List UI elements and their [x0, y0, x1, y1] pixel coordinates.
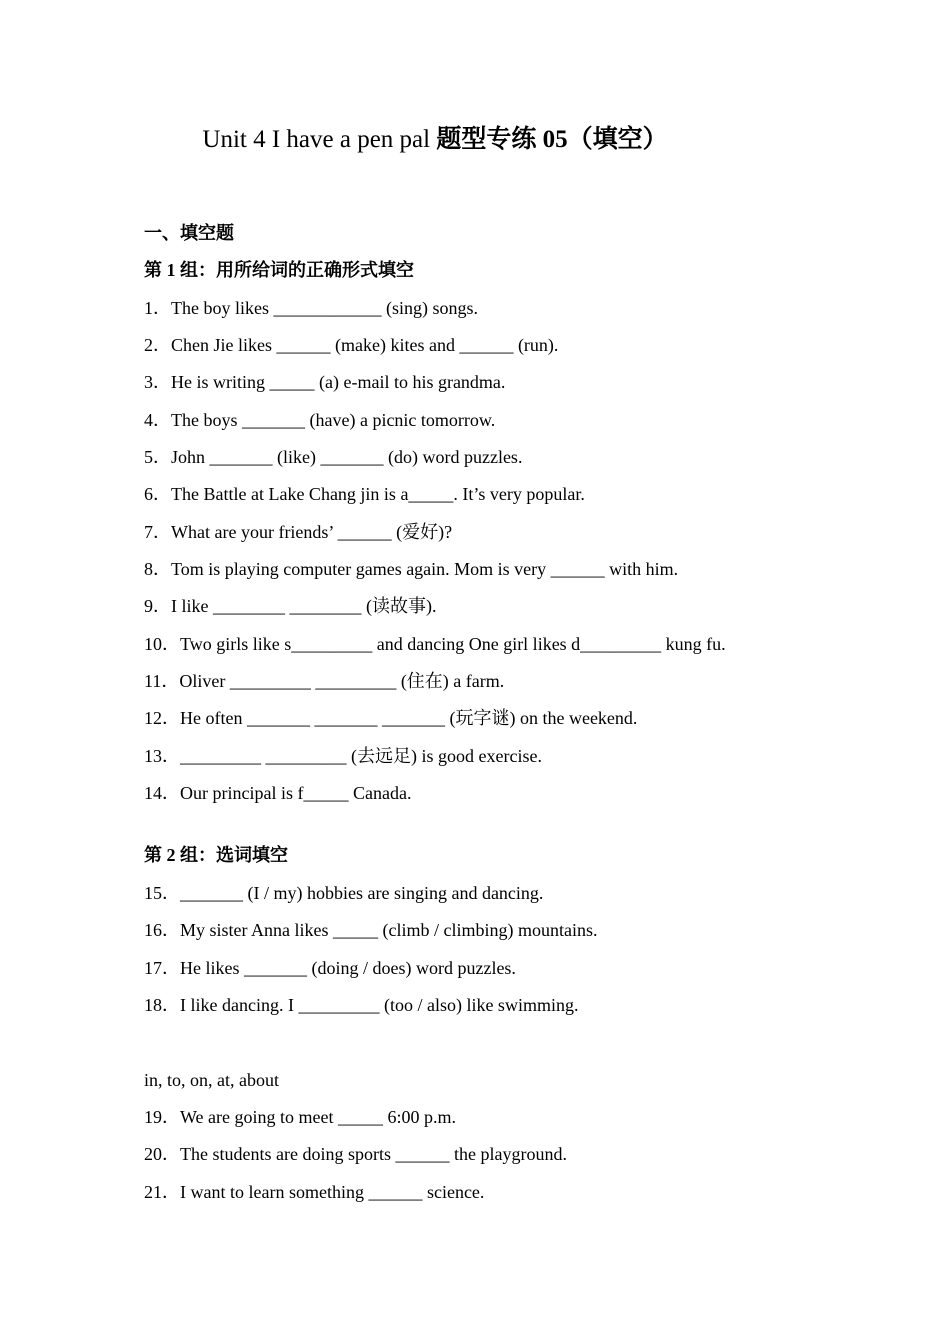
question-3: 3．He is writing _____ (a) e-mail to his grandma.: [144, 372, 506, 392]
question-17: 17．He likes _______ (doing / does) word puzzles.: [144, 958, 516, 978]
group1-heading: 第 1 组：用所给词的正确形式填空: [144, 260, 414, 280]
question-19: 19．We are going to meet _____ 6:00 p.m.: [144, 1107, 456, 1127]
title-chinese: 题型专练 05（填空）: [436, 126, 668, 153]
question-20: 20．The students are doing sports ______ the playground.: [144, 1144, 567, 1164]
section-heading: 一、填空题: [144, 223, 234, 243]
question-14: 14．Our principal is f_____ Canada.: [144, 783, 412, 803]
question-15: 15．_______ (I / my) hobbies are singing and dancing.: [144, 883, 544, 903]
question-12: 12．He often _______ _______ _______ (玩字谜) on the weekend.: [144, 708, 638, 728]
question-7: 7．What are your friends’ ______ (爱好)?: [144, 522, 453, 542]
question-11: 11．Oliver _________ _________ (住在) a farm.: [144, 671, 505, 691]
question-9: 9．I like ________ ________ (读故事).: [144, 596, 437, 616]
title-english: Unit 4 I have a pen pal: [202, 126, 437, 153]
question-5: 5．John _______ (like) _______ (do) word puzzles.: [144, 447, 523, 467]
group2-heading: 第 2 组：选词填空: [144, 845, 288, 865]
question-16: 16．My sister Anna likes _____ (climb / climbing) mountains.: [144, 920, 598, 940]
word-bank: in, to, on, at, about: [144, 1070, 279, 1090]
question-8: 8．Tom is playing computer games again. Mom is very ______ with him.: [144, 559, 679, 579]
page-title: [0, 122, 870, 158]
question-6: 6．The Battle at Lake Chang jin is a_____. It’s very popular.: [144, 484, 585, 504]
question-4: 4．The boys _______ (have) a picnic tomorrow.: [144, 410, 496, 430]
question-2: 2．Chen Jie likes ______ (make) kites and ______ (run).: [144, 335, 559, 355]
question-13: 13．_________ _________ (去远足) is good exercise.: [144, 746, 542, 766]
question-1: 1．The boy likes ____________ (sing) songs.: [144, 298, 478, 318]
question-18: 18．I like dancing. I _________ (too / also) like swimming.: [144, 995, 579, 1015]
question-21: 21．I want to learn something ______ science.: [144, 1182, 485, 1202]
question-10: 10．Two girls like s_________ and dancing One girl likes d_________ kung fu.: [144, 634, 726, 654]
